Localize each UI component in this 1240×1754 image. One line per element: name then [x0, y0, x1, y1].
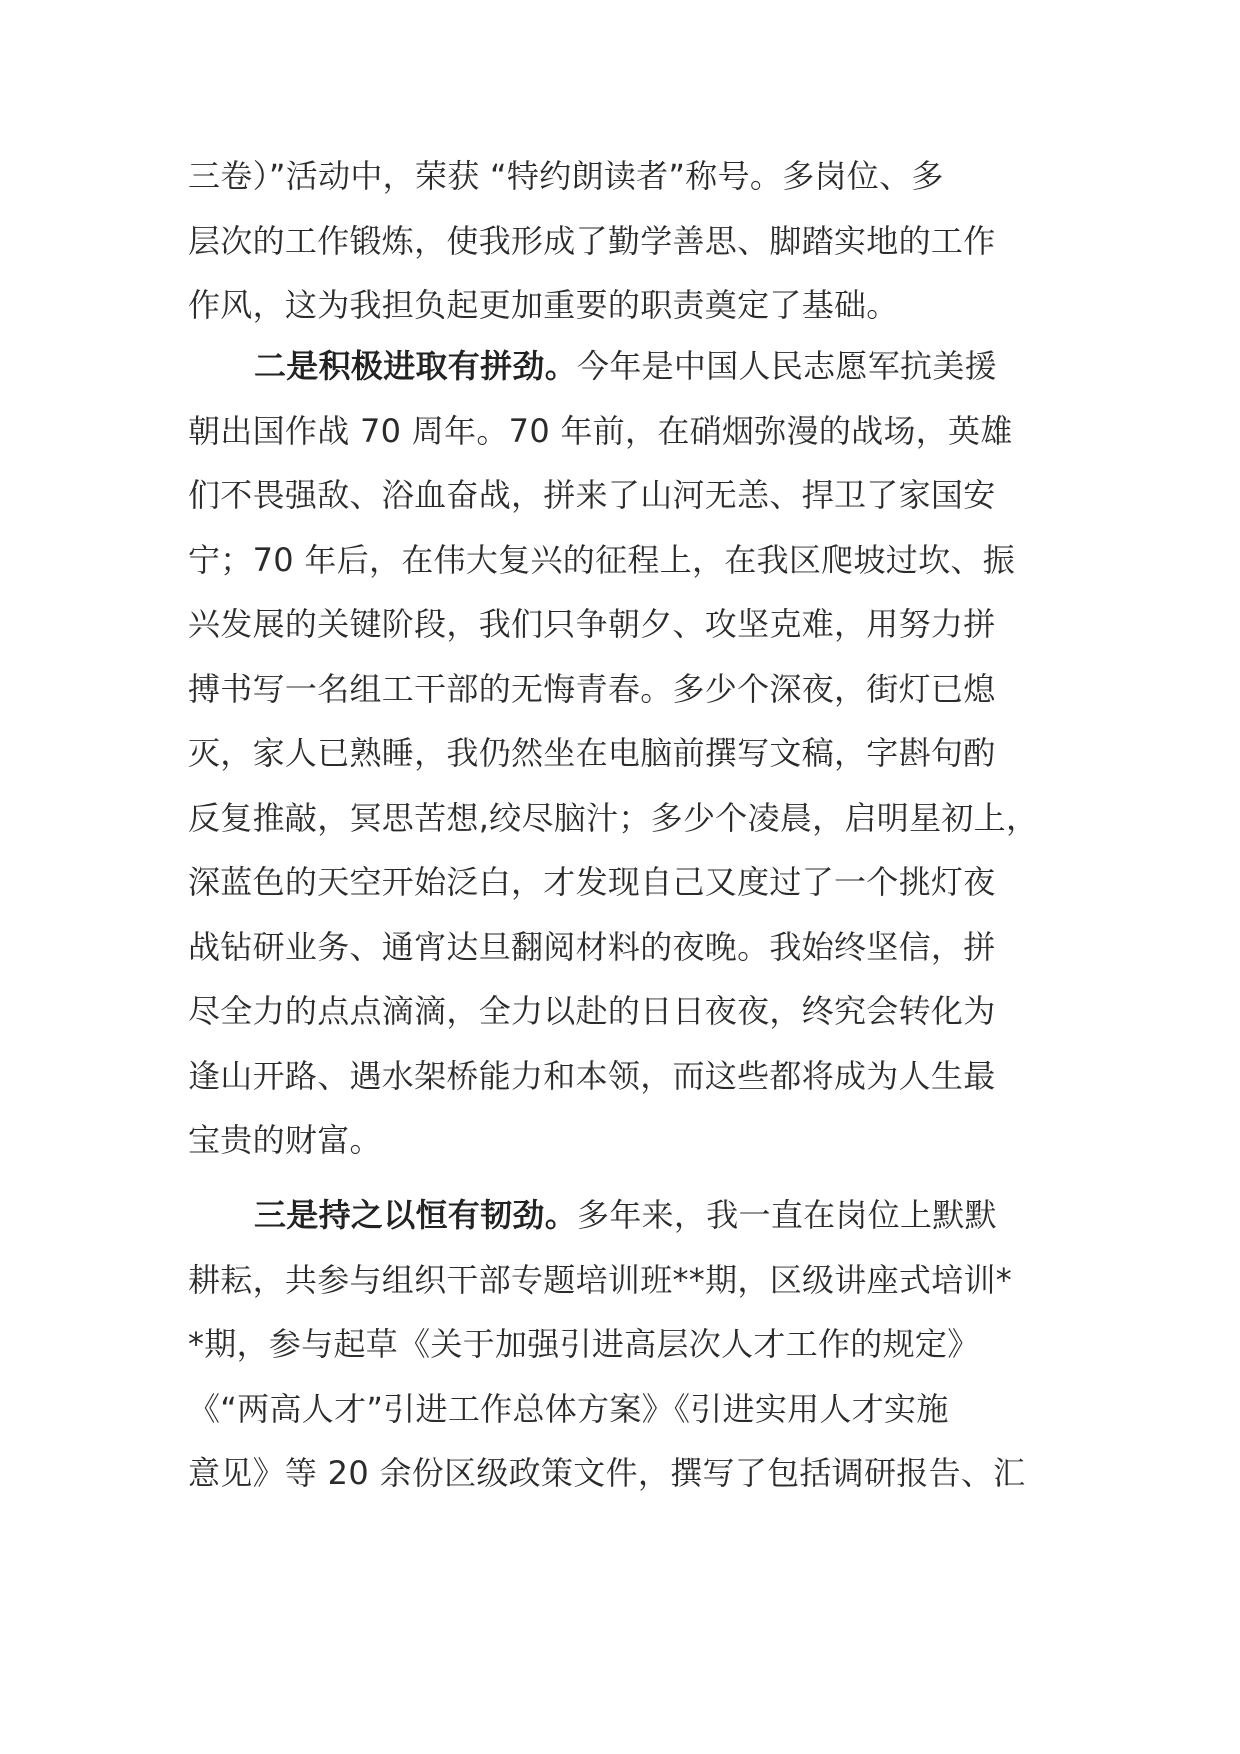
paragraph-line: 朝出国作战 70 周年。70 年前，在硝烟弥漫的战场，英雄: [188, 411, 1013, 450]
paragraph-text: 多年来，我一直在岗位上默默: [577, 1196, 997, 1234]
paragraph-lead-heading: 三是持之以恒有韧劲。: [254, 1196, 578, 1234]
paragraph-1: [188, 144, 1088, 338]
paragraph-line: 耕耘，共参与组织干部专题培训班**期，区级讲座式培训*: [188, 1260, 1013, 1299]
paragraph-line: 逢山开路、遇水架桥能力和本领，而这些都将成为人生最: [188, 1056, 996, 1095]
paragraph-line: 们不畏强敌、浴血奋战，拼来了山河无恙、捍卫了家国安: [188, 476, 996, 514]
paragraph-line: 兴发展的关键阶段，我们只争朝夕、攻坚克难，用努力拼: [188, 605, 996, 643]
paragraph-line: 灭，家人已熟睡，我仍然坐在电脑前撰写文稿，字斟句酌: [188, 734, 996, 772]
paragraph-line: 意见》等 20 余份区级政策文件，撰写了包括调研报告、汇: [188, 1454, 1026, 1492]
paragraph-line: 层次的工作锻炼，使我形成了勤学善思、脚踏实地的工作: [188, 221, 996, 260]
paragraph-first-line: [188, 334, 1088, 399]
paragraph-line: 《“两高人才”引进工作总体方案》《引进实用人才实施: [188, 1389, 949, 1428]
paragraph-line: 深蓝色的天空开始泛白，才发现自己又度过了一个挑灯夜: [188, 863, 996, 901]
paragraph-line: 宝贵的财富。: [188, 1121, 382, 1159]
paragraph-2: [188, 334, 1088, 1173]
paragraph-line: 搏书写一名组工干部的无悔青春。多少个深夜，街灯已熄: [188, 669, 996, 708]
paragraph-lead-heading: 二是积极进取有拼劲。: [254, 347, 578, 385]
paragraph-line: 战钻研业务、通宵达旦翻阅材料的夜晚。我始终坚信，拼: [188, 927, 996, 966]
paragraph-3: [188, 1183, 1088, 1506]
paragraph-line: 反复推敲，冥思苦想,绞尽脑汁；多少个凌晨，启明星初上，: [188, 798, 1039, 837]
paragraph-line: 三卷）”活动中，荣获 “特约朗读者”称号。多岗位、多: [188, 157, 944, 195]
paragraph-line: *期，参与起草《关于加强引进高层次人才工作的规定》: [188, 1325, 980, 1363]
paragraph-line: 作风，这为我担负起更加重要的职责奠定了基础。: [188, 286, 899, 324]
paragraph-line: 宁；70 年后，在伟大复兴的征程上，在我区爬坡过坎、振: [188, 540, 1015, 579]
paragraph-first-line: [188, 1183, 1088, 1248]
paragraph-text: 今年是中国人民志愿军抗美援: [577, 347, 997, 385]
paragraph-line: 尽全力的点点滴滴，全力以赴的日日夜夜，终究会转化为: [188, 992, 996, 1030]
